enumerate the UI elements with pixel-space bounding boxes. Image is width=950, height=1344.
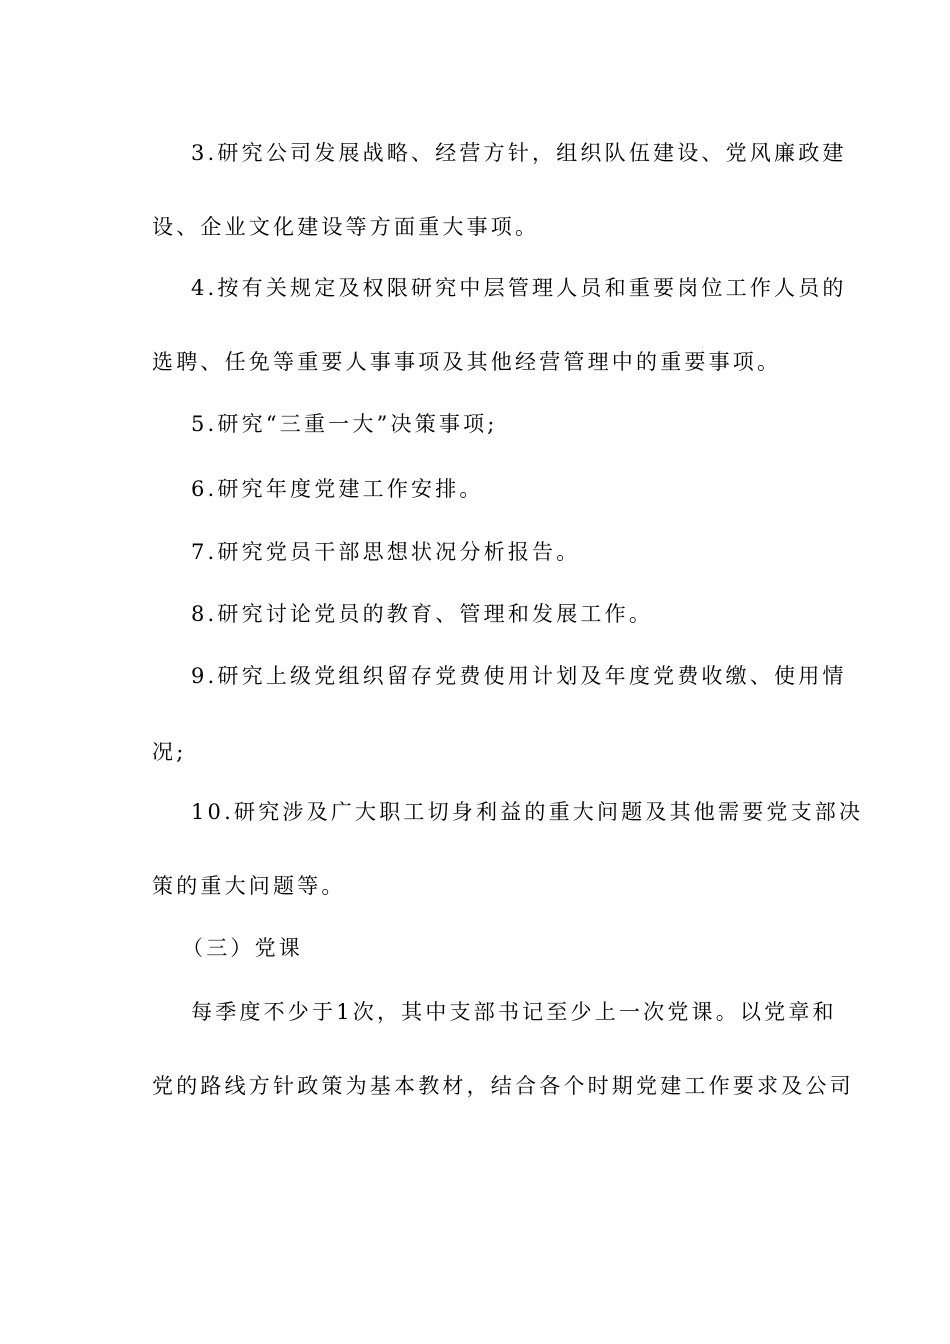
paragraph-line-lecture-b: 党的路线方针政策为基本教材，结合各个时期党建工作要求及公司 [152,1074,854,1098]
paragraph-line-item8: 8.研究讨论党员的教育、管理和发展工作。 [191,602,654,626]
paragraph-line-item5: 5.研究“三重一大”决策事项; [191,412,498,436]
section-heading-party-lecture: （三）党课 [182,936,303,960]
paragraph-line-item10-a: 10.研究涉及广大职工切身利益的重大问题及其他需要党支部决 [191,800,864,824]
paragraph-line-item4-a: 4.按有关规定及权限研究中层管理人员和重要岗位工作人员的 [191,276,847,300]
paragraph-line-item3-a: 3.研究公司发展战略、经营方针，组织队伍建设、党风廉政建 [191,141,847,165]
paragraph-line-item3-b: 设、企业文化建设等方面重大事项。 [152,215,540,239]
paragraph-line-item10-b: 策的重大问题等。 [152,874,346,898]
paragraph-line-item9-b: 况; [152,740,187,764]
paragraph-line-item4-b: 选聘、任免等重要人事事项及其他经营管理中的重要事项。 [152,350,782,374]
paragraph-line-item7: 7.研究党员干部思想状况分析报告。 [191,540,581,564]
paragraph-line-item9-a: 9.研究上级党组织留存党费使用计划及年度党费收缴、使用情 [191,664,847,688]
paragraph-line-lecture-a: 每季度不少于1次，其中支部书记至少上一次党课。以党章和 [191,1000,837,1024]
paragraph-line-item6: 6.研究年度党建工作安排。 [191,477,484,501]
